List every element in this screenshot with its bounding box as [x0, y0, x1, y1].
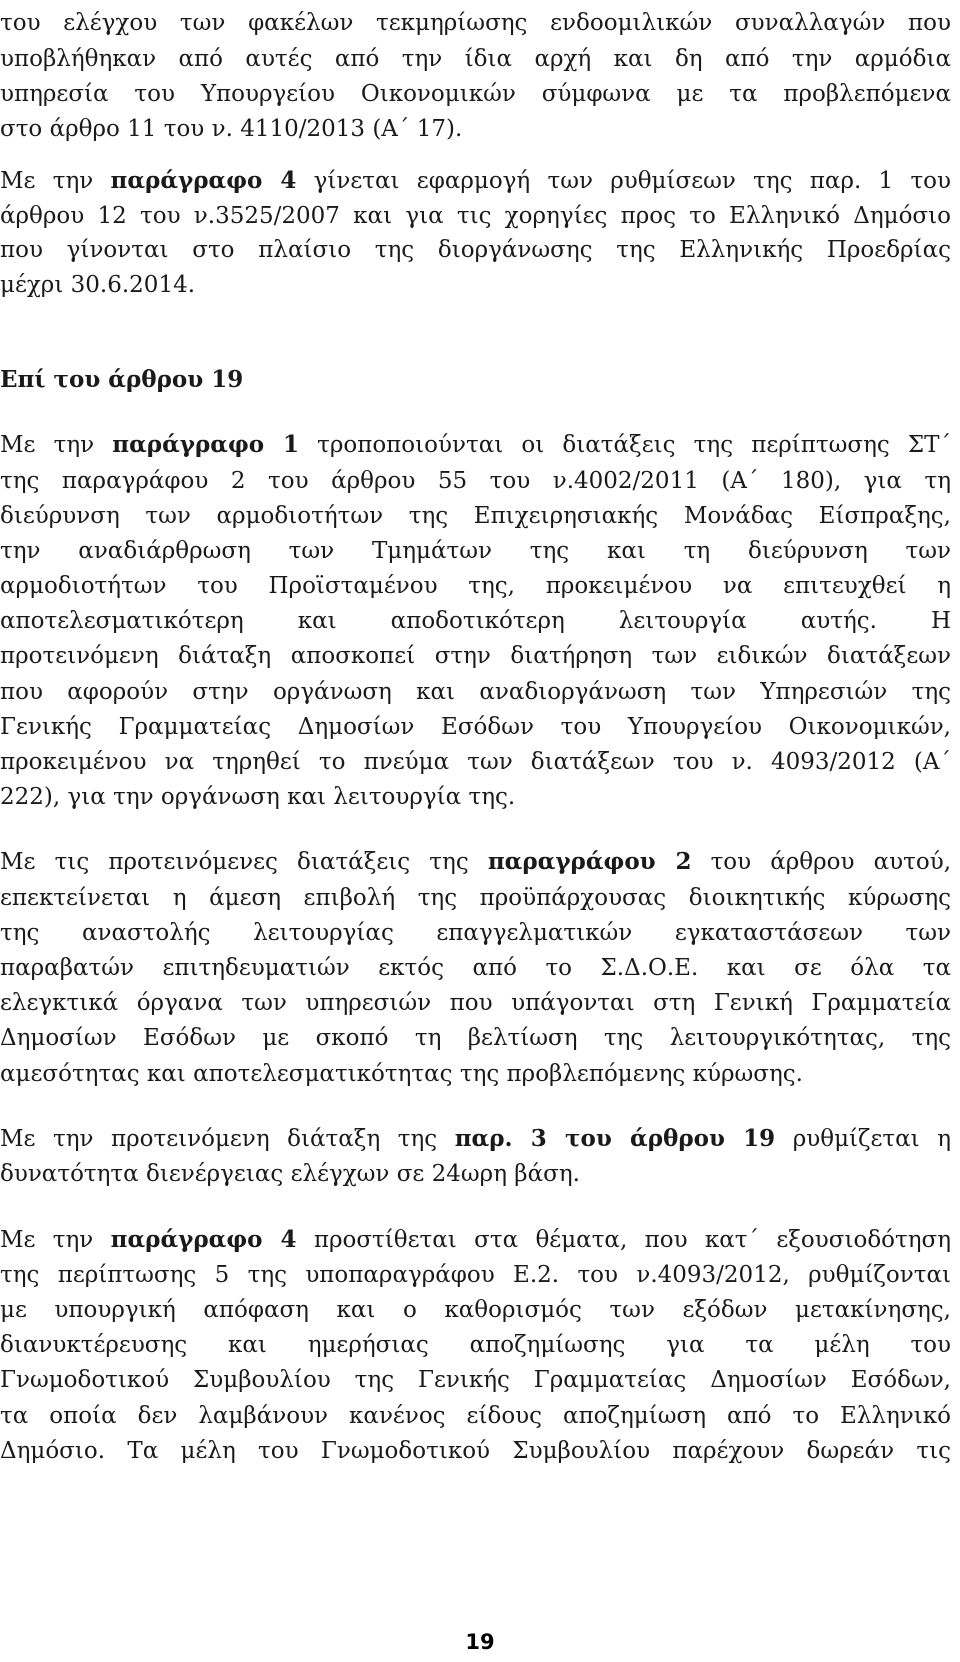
text-line — [0, 1327, 951, 1363]
text-segment: υποβλήθηκαν από αυτές από την ίδια αρχή και δη από την αρμόδια — [0, 46, 951, 72]
text-line — [0, 198, 951, 234]
text-segment: που αφορούν στην οργάνωση και αναδιοργάνωση των Υπηρεσιών της — [0, 679, 951, 705]
text-segment: προστίθεται στα θέματα, που κατ΄ εξουσιοδότηση — [296, 1227, 951, 1253]
text-line — [0, 985, 951, 1021]
text-line — [0, 880, 951, 916]
text-segment: παραβατών επιτηδευματιών εκτός από το Σ.Δ.Ο.Ε. και σε όλα τα — [0, 955, 951, 981]
text-line — [0, 76, 951, 112]
text-segment: γίνεται εφαρμογή των ρυθμίσεων της παρ. 1 του — [296, 168, 951, 194]
text-segment: αποτελεσματικότερη και αποδοτικότερη λειτουργία αυτής. Η — [0, 608, 951, 634]
text-segment: μέχρι 30.6.2014. — [0, 272, 196, 298]
text-line — [0, 568, 951, 604]
text-line — [0, 603, 951, 639]
text-segment: διεύρυνση των αρμοδιοτήτων της Επιχειρησιακής Μονάδας Είσπραξης, — [0, 503, 951, 529]
text-segment: της αναστολής λειτουργίας επαγγελματικών εγκαταστάσεων των — [0, 920, 951, 946]
text-line — [0, 1398, 951, 1434]
text-segment: Με την — [0, 1227, 111, 1253]
bold-text: παρ. 3 του άρθρου 19 — [454, 1125, 776, 1152]
text-line — [0, 1257, 951, 1293]
page-number: 19 — [465, 1630, 495, 1654]
text-segment: της περίπτωσης 5 της υποπαραγράφου Ε.2. του ν.4093/2012, ρυθμίζονται — [0, 1262, 951, 1288]
text-line — [0, 844, 951, 880]
text-line — [0, 267, 951, 303]
text-line — [0, 1362, 951, 1398]
bold-text: παραγράφου 2 — [487, 848, 692, 875]
text-line — [0, 1222, 951, 1258]
bold-text: Επί του άρθρου 19 — [0, 366, 244, 393]
text-segment: Με την — [0, 168, 111, 194]
text-line — [0, 1121, 951, 1157]
text-segment: Με την προτεινόμενη διάταξη της — [0, 1126, 455, 1152]
text-segment: Δημοσίων Εσόδων με σκοπό τη βελτίωση της λειτουργικότητας, της — [0, 1025, 951, 1051]
text-line — [0, 1292, 951, 1328]
text-line — [0, 1433, 951, 1469]
text-line — [0, 1156, 951, 1192]
bold-text: παράγραφο 1 — [112, 431, 299, 458]
text-line — [0, 709, 951, 745]
section-heading — [0, 362, 951, 398]
text-line — [0, 533, 951, 569]
text-segment: την αναδιάρθρωση των Τμημάτων της και τη διεύρυνση των — [0, 538, 951, 564]
text-segment: του άρθρου αυτού, — [691, 849, 951, 875]
text-segment: της παραγράφου 2 του άρθρου 55 του ν.4002/2011 (Α΄ 180), για τη — [0, 468, 951, 494]
text-segment: επεκτείνεται η άμεση επιβολή της προϋπάρχουσας διοικητικής κύρωσης — [0, 885, 951, 911]
text-segment: στο άρθρο 11 του ν. 4110/2013 (Α΄ 17). — [0, 116, 463, 142]
text-segment: υπηρεσία του Υπουργείου Οικονομικών σύμφωνα με τα προβλεπόμενα — [0, 81, 951, 107]
text-line — [0, 427, 951, 463]
text-segment: προκειμένου να τηρηθεί το πνεύμα των διατάξεων του ν. 4093/2012 (Α΄ — [0, 749, 951, 775]
text-segment: άρθρου 12 του ν.3525/2007 και για τις χορηγίες προς το Ελληνικό Δημόσιο — [0, 203, 951, 229]
text-segment: με υπουργική απόφαση και ο καθορισμός των εξόδων μετακίνησης, — [0, 1297, 951, 1323]
text-line — [0, 674, 951, 710]
text-line — [0, 638, 951, 674]
text-segment: αμεσότητας και αποτελεσματικότητας της προβλεπόμενης κύρωσης. — [0, 1061, 803, 1087]
text-segment: του ελέγχου των φακέλων τεκμηρίωσης ενδοομιλικών συναλλαγών που — [0, 10, 951, 36]
text-segment: Δημόσιο. Τα μέλη του Γνωμοδοτικού Συμβουλίου παρέχουν δωρεάν τις — [0, 1438, 951, 1464]
bold-text: παράγραφο 4 — [110, 167, 297, 194]
text-segment: δυνατότητα διενέργειας ελέγχων σε 24ωρη βάση. — [0, 1161, 580, 1187]
text-segment: αρμοδιοτήτων του Προϊσταμένου της, προκειμένου να επιτευχθεί η — [0, 573, 951, 599]
text-line — [0, 111, 951, 147]
text-line — [0, 744, 951, 780]
text-segment: Με την — [0, 432, 113, 458]
text-segment: ρυθμίζεται η — [775, 1126, 951, 1152]
text-line — [0, 41, 951, 77]
bold-text: παράγραφο 4 — [110, 1226, 297, 1253]
text-segment: τα οποία δεν λαμβάνουν κανένος είδους αποζημίωση από το Ελληνικό — [0, 1403, 951, 1429]
text-segment: ελεγκτικά όργανα των υπηρεσιών που υπάγονται στη Γενική Γραμματεία — [0, 990, 951, 1016]
text-segment: Γνωμοδοτικού Συμβουλίου της Γενικής Γραμματείας Δημοσίων Εσόδων, — [0, 1367, 951, 1393]
text-line — [0, 1020, 951, 1056]
text-line — [0, 232, 951, 268]
text-segment: Με τις προτεινόμενες διατάξεις της — [0, 849, 488, 875]
text-line — [0, 1056, 951, 1092]
text-segment: τροποποιούνται οι διατάξεις της περίπτωσης ΣΤ΄ — [298, 432, 951, 458]
text-line — [0, 498, 951, 534]
text-segment: που γίνονται στο πλαίσιο της διοργάνωσης της Ελληνικής Προεδρίας — [0, 237, 951, 263]
text-line — [0, 779, 951, 815]
text-segment: 222), για την οργάνωση και λειτουργία της. — [0, 784, 516, 810]
text-line — [0, 163, 951, 199]
text-line — [0, 5, 951, 41]
text-segment: Γενικής Γραμματείας Δημοσίων Εσόδων του Υπουργείου Οικονομικών, — [0, 714, 951, 740]
text-segment: προτεινόμενη διάταξη αποσκοπεί στην διατήρηση των ειδικών διατάξεων — [0, 643, 951, 669]
text-line — [0, 950, 951, 986]
text-segment: διανυκτέρευσης και ημερήσιας αποζημίωσης για τα μέλη του — [0, 1332, 951, 1358]
text-line — [0, 463, 951, 499]
text-line — [0, 915, 951, 951]
